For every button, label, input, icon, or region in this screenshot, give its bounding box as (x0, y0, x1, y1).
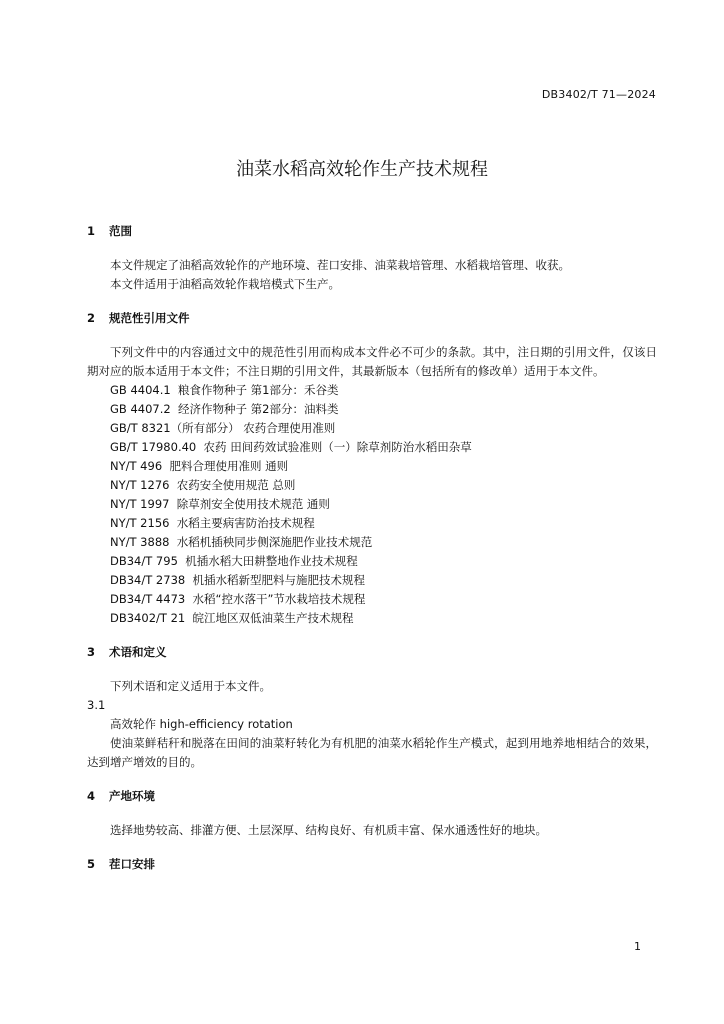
reference-item: GB 4407.2 经济作物种子 第2部分：油料类 (110, 402, 339, 416)
section-number: 4 (87, 789, 96, 803)
section-number: 1 (87, 224, 96, 238)
section-heading-scope (87, 222, 657, 241)
paragraph: 选择地势较高、排灌方便、土层深厚、结构良好、有机质丰富、保水通透性好的地块。 (110, 823, 547, 837)
section-title: 茬口安排 (109, 857, 156, 871)
standard-code: DB3402/T 71—2024 (541, 88, 656, 101)
term-number: 3.1 (87, 698, 106, 712)
section-heading-normative-references (87, 309, 657, 328)
section-number: 2 (87, 311, 96, 325)
reference-item: NY/T 496 肥料合理使用准则 通则 (110, 459, 289, 473)
reference-item: DB3402/T 21 皖江地区双低油菜生产技术规程 (110, 611, 354, 625)
reference-item: DB34/T 4473 水稻“控水落干”节水栽培技术规程 (110, 592, 366, 606)
reference-item: NY/T 2156 水稻主要病害防治技术规程 (110, 516, 315, 530)
paragraph: 下列文件中的内容通过文中的规范性引用而构成本文件必不可少的条款。其中，注日期的引用文件，仅该日期对应的版本适用于本文件；不注日期的引用文件，其最新版本（包括所有的修改单）适用于本文件。 (87, 345, 657, 378)
reference-item: NY/T 1276 农药安全使用规范 总则 (110, 478, 296, 492)
document-body (87, 222, 657, 874)
document-title: 油菜水稻高效轮作生产技术规程 (236, 159, 488, 180)
section-title: 术语和定义 (109, 645, 167, 659)
section-heading-terms (87, 643, 657, 662)
section-title: 规范性引用文件 (109, 311, 190, 325)
reference-item: GB/T 17980.40 农药 田间药效试验准则（一）除草剂防治水稻田杂草 (110, 440, 472, 454)
reference-item: NY/T 3888 水稻机插秧同步侧深施肥作业技术规范 (110, 535, 373, 549)
term-definition: 使油菜鲜秸秆和脱落在田间的油菜籽转化为有机肥的油菜水稻轮作生产模式，起到用地养地相结合的效果，达到增产增效的目的。 (87, 736, 657, 769)
paragraph: 本文件适用于油稻高效轮作栽培模式下生产。 (110, 277, 340, 291)
section-heading-crop-arrangement (87, 855, 657, 874)
paragraph: 本文件规定了油稻高效轮作的产地环境、茬口安排、油菜栽培管理、水稻栽培管理、收获。 (110, 258, 570, 272)
reference-item: DB34/T 795 机插水稻大田耕整地作业技术规程 (110, 554, 358, 568)
term-name: 高效轮作 high-efficiency rotation (110, 717, 293, 731)
paragraph: 下列术语和定义适用于本文件。 (110, 679, 271, 693)
reference-item: GB/T 8321（所有部分） 农药合理使用准则 (110, 421, 336, 435)
page-number: 1 (634, 940, 641, 953)
section-number: 3 (87, 645, 96, 659)
section-title: 产地环境 (109, 789, 156, 803)
section-heading-environment (87, 787, 657, 806)
section-number: 5 (87, 857, 96, 871)
reference-item: DB34/T 2738 机插水稻新型肥料与施肥技术规程 (110, 573, 366, 587)
reference-item: GB 4404.1 粮食作物种子 第1部分：禾谷类 (110, 383, 339, 397)
reference-item: NY/T 1997 除草剂安全使用技术规范 通则 (110, 497, 330, 511)
section-title: 范围 (109, 224, 133, 238)
